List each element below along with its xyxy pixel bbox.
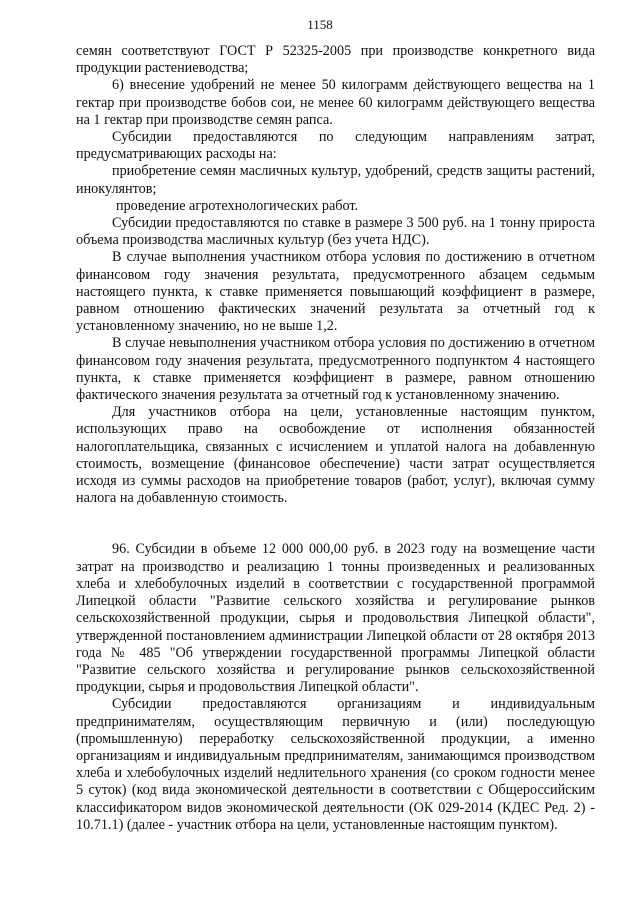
paragraph: приобретение семян масличных культур, удобрений, средств защиты растений, инокулянтов; bbox=[76, 163, 595, 197]
paragraph: 6) внесение удобрений не менее 50 килограмм действующего вещества на 1 гектар при производстве бобов сои, не менее 60 килограмм действующего вещества на 1 гектар при производстве семян рапса. bbox=[76, 77, 595, 128]
document-body bbox=[76, 43, 595, 834]
paragraph: проведение агротехнологических работ. bbox=[116, 197, 359, 214]
paragraph: Для участников отбора на цели, установленные настоящим пунктом, использующих право на освобождение от исполнения обязанностей налогоплательщика, связанных с исчислением и уплатой налога на добавленную стоимость, возмещение (финансовое обеспечение) части затрат осуществляется исходя из суммы расходов на приобретение товаров (работ, услуг), включая сумму налога на добавленную стоимость. bbox=[76, 404, 595, 507]
paragraph: Субсидии предоставляются организациям и индивидуальным предпринимателям, осуществляющим первичную и (или) последующую (промышленную) переработку сельскохозяйственной продукции, а именно организациям и индивидуальным предпринимателям, занимающимся производством хлеба и хлебобулочных изделий недлительного хранения (со сроком годности менее 5 суток) (код вида экономической деятельности в соответствии с Общероссийским классификатором видов экономической деятельности (ОК 029-2014 (КДЕС Ред. 2) - 10.71.1) (далее - участник отбора на цели, установленные настоящим пунктом). bbox=[76, 696, 595, 833]
paragraph: 96. Субсидии в объеме 12 000 000,00 руб. в 2023 году на возмещение части затрат на производство и реализацию 1 тонны произведенных и реализованных хлеба и хлебобулочных изделий в соответствии с государственной программой Липецкой области "Развитие сельского хозяйства и регулирование рынков сельскохозяйственной продукции, сырья и продовольствия Липецкой области", утвержденной постановлением администрации Липецкой области от 28 октября 2013 года № 485 "Об утверждении государственной программы Липецкой области "Развитие сельского хозяйства и регулирование рынков сельскохозяйственной продукции, сырья и продовольствия Липецкой области". bbox=[76, 541, 595, 696]
paragraph: Субсидии предоставляются по ставке в размере 3 500 руб. на 1 тонну прироста объема производства масличных культур (без учета НДС). bbox=[76, 215, 595, 249]
paragraph: семян соответствуют ГОСТ Р 52325-2005 при производстве конкретного вида продукции растениеводства; bbox=[76, 43, 595, 77]
paragraph: В случае невыполнения участником отбора условия по достижению в отчетном финансовом году значения результата, предусмотренного подпунктом 4 настоящего пункта, к ставке применяется коэффициент в размере, равном отношению фактического значения результата за отчетный год к установленному значению. bbox=[76, 335, 595, 404]
page-number: 1158 bbox=[307, 17, 333, 32]
paragraph: Субсидии предоставляются по следующим направлениям затрат, предусматривающих расходы на: bbox=[76, 129, 595, 163]
paragraph: В случае выполнения участником отбора условия по достижению в отчетном финансовом году значения результата, предусмотренного абзацем седьмым настоящего пункта, к ставке применяется повышающий коэффициент в размере, равном отношению фактических значений результата за отчетный год к установленному значению, но не выше 1,2. bbox=[76, 249, 595, 335]
